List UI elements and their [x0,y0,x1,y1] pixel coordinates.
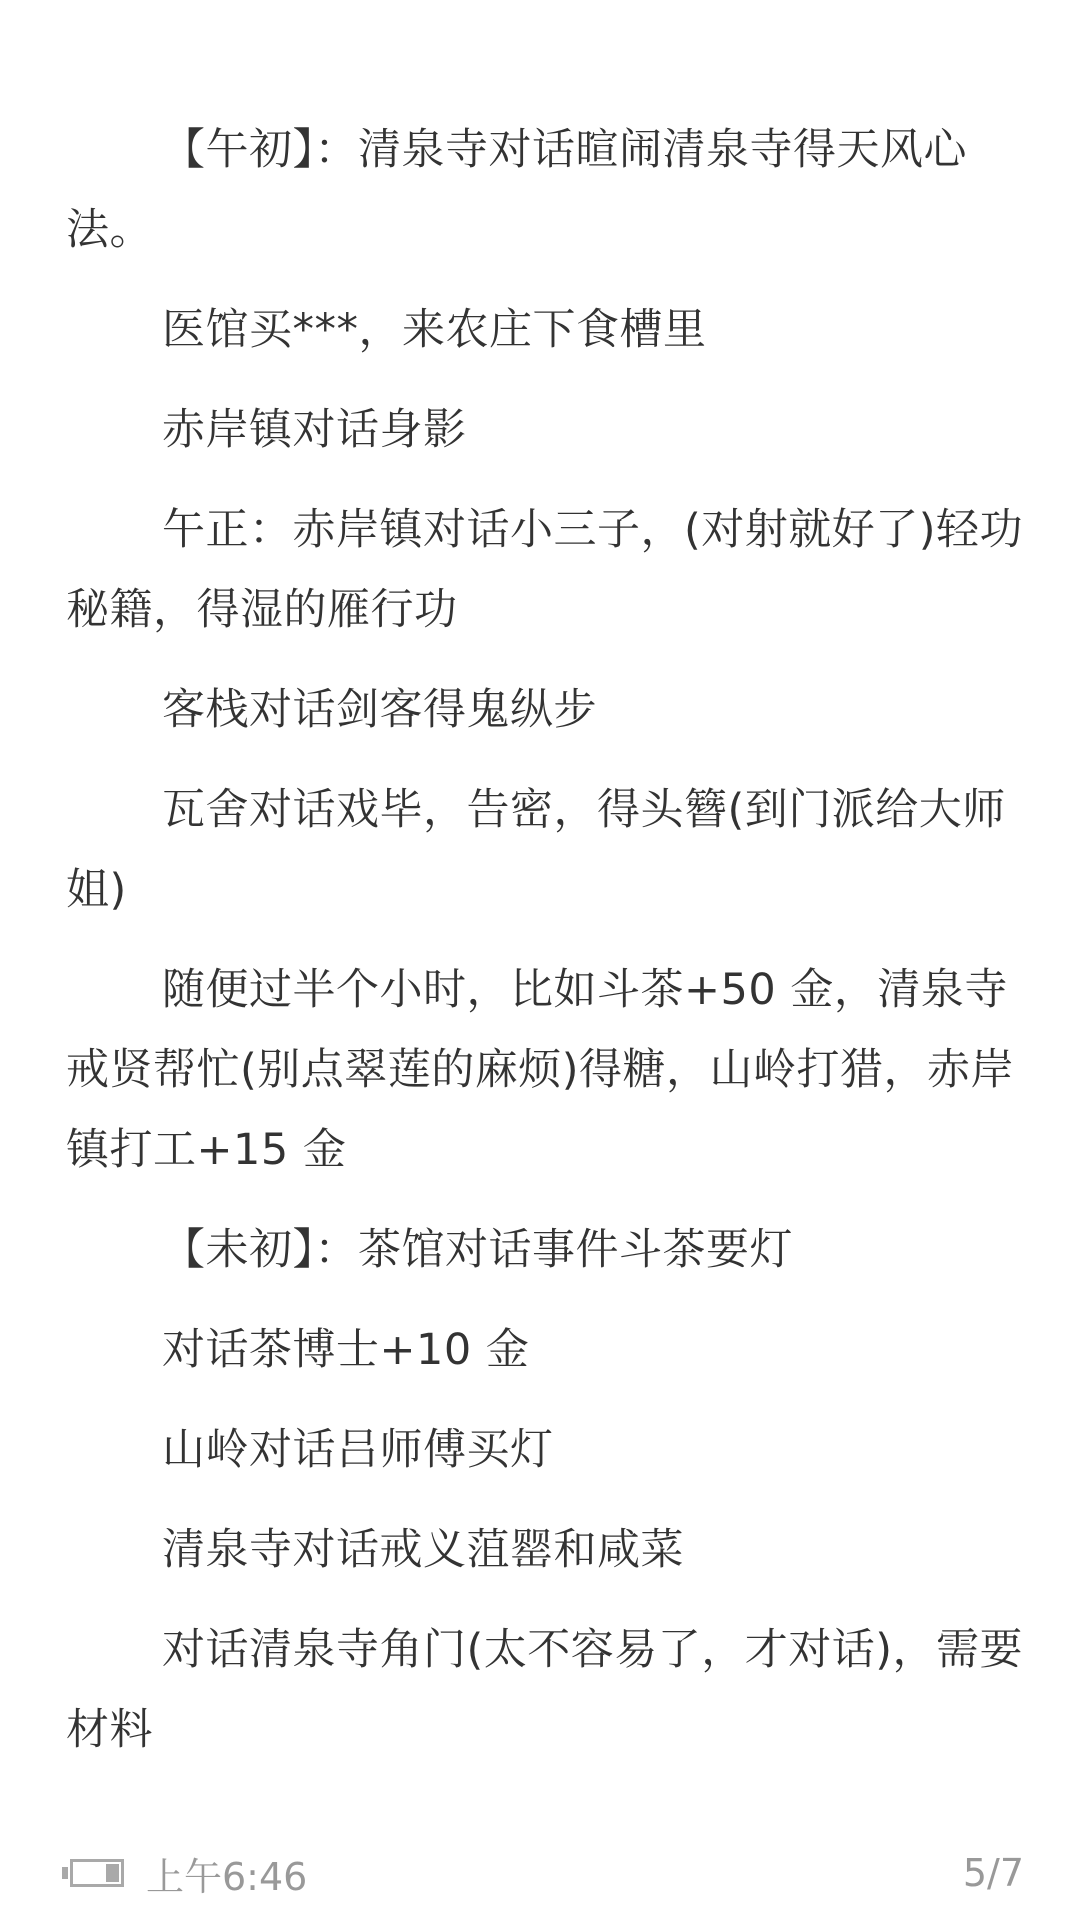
battery-body [70,1859,124,1887]
paragraph: 对话清泉寺角门(太不容易了，才对话)，需要材料 [66,1625,1024,1755]
paragraph: 瓦舍对话戏毕，告密，得头簪(到门派给大师姐) [66,785,1006,915]
paragraph: 山岭对话吕师傅买灯 [162,1425,554,1475]
paragraph: 随便过半个小时，比如斗茶+50 金，清泉寺戒贤帮忙(别点翠莲的麻烦)得糖，山岭打猎，赤岸镇打工+15 金 [66,965,1015,1175]
paragraph: 赤岸镇对话身影 [162,405,467,455]
paragraph: 午正：赤岸镇对话小三子，(对射就好了)轻功秘籍，得湿的雁行功 [66,505,1024,635]
reader-status-bar [62,1848,1024,1898]
battery-icon [62,1858,126,1888]
paragraph: 【午初】：清泉寺对话暄闹清泉寺得天风心法。 [66,125,967,255]
battery-tip [62,1867,68,1879]
paragraph: 对话茶博士+10 金 [162,1325,530,1375]
clock-time: 上午6:46 [146,1854,308,1899]
paragraph: 清泉寺对话戒义菹罂和咸菜 [162,1525,684,1575]
paragraph: 【未初】：茶馆对话事件斗茶要灯 [162,1225,793,1275]
battery-fill [106,1864,119,1882]
reader-content [66,110,1024,1790]
page-indicator: 5/7 [962,1851,1024,1895]
paragraph: 医馆买***，来农庄下食槽里 [162,305,707,355]
paragraph: 客栈对话剑客得鬼纵步 [162,685,597,735]
